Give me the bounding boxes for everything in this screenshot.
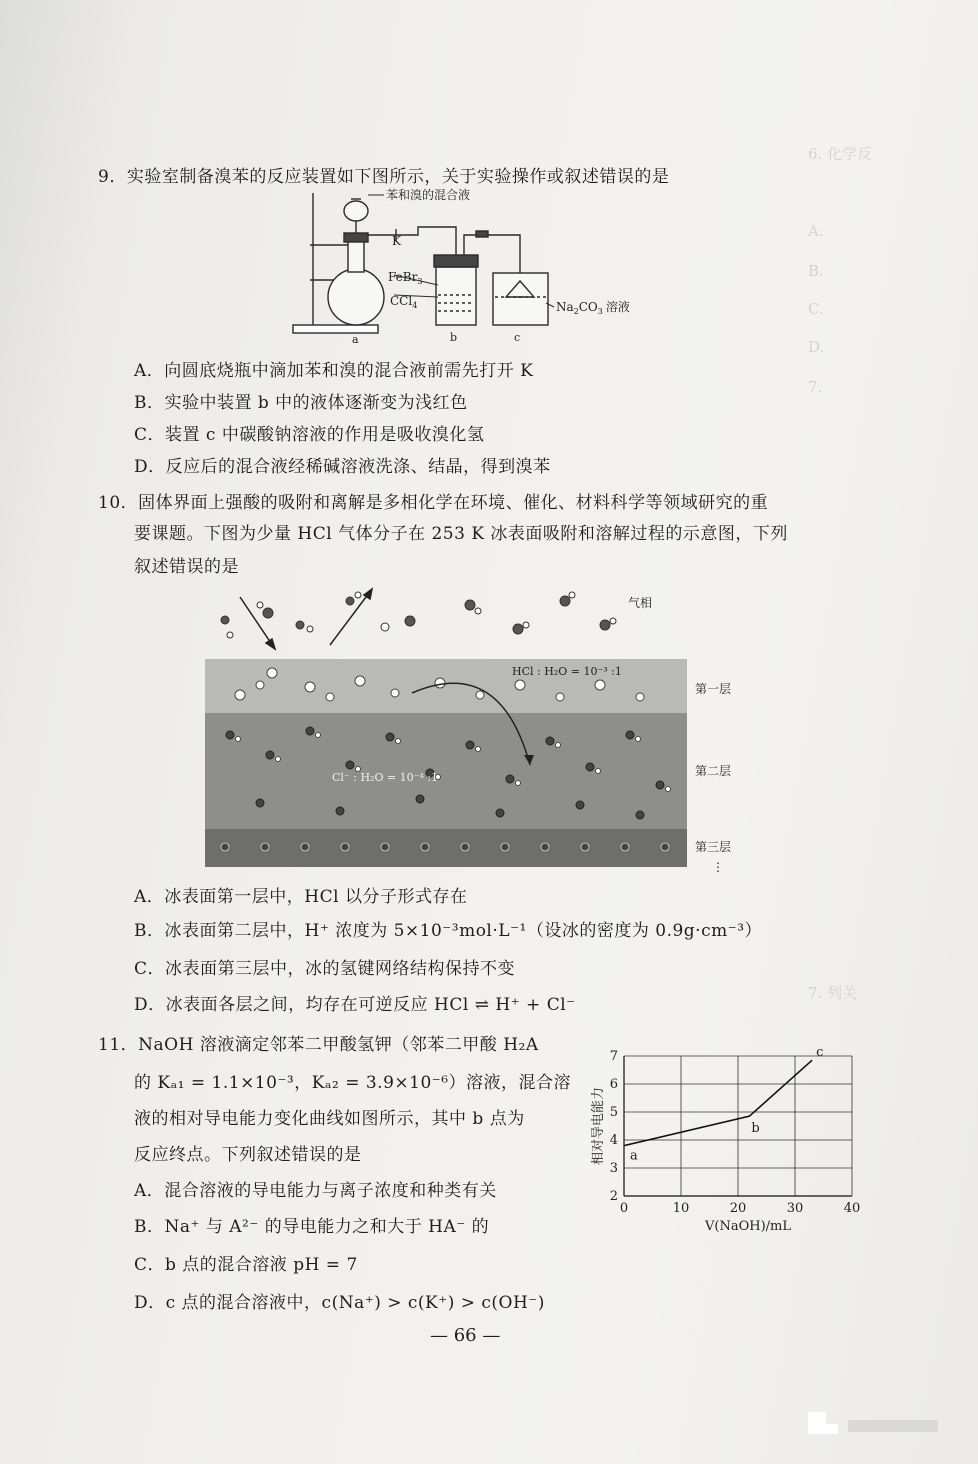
funnel-label: 苯和溴的混合液 — [386, 188, 471, 202]
x-tick-label: 30 — [786, 1201, 804, 1216]
q9-stem: 9．实验室制备溴苯的反应装置如下图所示，关于实验操作或叙述错误的是 — [98, 167, 670, 187]
bleed-through-text: B. — [808, 262, 824, 280]
point-label-c: c — [816, 1045, 824, 1061]
label-c: c — [514, 331, 521, 344]
point-label-b: b — [751, 1121, 760, 1137]
layer2-label: 第二层 — [695, 764, 732, 778]
bleed-through-text: 7. — [808, 378, 823, 396]
label-b: b — [450, 331, 458, 344]
bleed-through-text: C. — [808, 300, 824, 318]
chart-grid — [624, 1056, 852, 1196]
x-tick-label: 0 — [619, 1201, 629, 1216]
q11-stem-line-1: 11．NaOH 溶液滴定邻苯二甲酸氢钾（邻苯二甲酸 H₂A — [98, 1035, 539, 1055]
q9-option-b: B．实验中装置 b 中的液体逐渐变为浅红色 — [134, 393, 468, 413]
q9-option-d: D．反应后的混合液经稀碱溶液洗涤、结晶，得到溴苯 — [134, 457, 551, 477]
conductivity-curve — [624, 1060, 812, 1145]
q11-option-d: D．c 点的混合溶液中，c(Na⁺) > c(K⁺) > c(OH⁻) — [134, 1293, 545, 1313]
chart-series — [624, 1060, 812, 1145]
ratio-label-layer1: HCl : H₂O = 10⁻³ :1 — [512, 665, 622, 678]
page-number: — 66 — — [430, 1325, 501, 1346]
y-tick-label: 7 — [609, 1049, 618, 1064]
y-tick-label: 2 — [609, 1189, 618, 1204]
valve-label: K — [392, 234, 401, 248]
x-tick-label: 10 — [672, 1201, 690, 1216]
q10-option-c: C．冰表面第三层中，冰的氢键网络结构保持不变 — [134, 959, 516, 979]
q9-option-c: C．装置 c 中碳酸钠溶液的作用是吸收溴化氢 — [134, 425, 485, 445]
q9-apparatus-figure — [288, 185, 668, 345]
x-tick-label: 20 — [729, 1201, 747, 1216]
q11-stem-line-2: 的 Kₐ₁ = 1.1×10⁻³，Kₐ₂ = 3.9×10⁻⁶）溶液，混合溶 — [134, 1073, 572, 1093]
conductivity-chart — [588, 1040, 878, 1240]
layer3-label: 第三层 — [695, 840, 732, 854]
solvent-label: CCl$_4$ — [390, 294, 418, 310]
bleed-through-text: D. — [808, 338, 825, 356]
y-tick-label: 6 — [609, 1077, 618, 1092]
bleed-through-text: 7. 列关 — [808, 984, 858, 1002]
y-tick-label: 5 — [609, 1105, 618, 1120]
q10-ice-surface-figure — [200, 585, 760, 880]
q10-stem-line-1: 10．固体界面上强酸的吸附和离解是多相化学在环境、催化、材料科学等领域研究的重 — [98, 493, 769, 513]
q11-stem-line-4: 反应终点。下列叙述错误的是 — [134, 1145, 362, 1165]
watermark-logo — [808, 1412, 948, 1438]
ratio-label-layer2: Cl⁻ : H₂O = 10⁻⁴ :1 — [332, 771, 439, 784]
q10-option-d: D．冰表面各层之间，均存在可逆反应 HCl ⇌ H⁺ + Cl⁻ — [134, 995, 576, 1015]
y-tick-label: 4 — [609, 1133, 618, 1148]
point-label-a: a — [630, 1148, 638, 1164]
x-axis-label: V(NaOH)/mL — [705, 1219, 791, 1234]
bleed-through-text: A. — [808, 222, 824, 240]
q11-stem-line-3: 液的相对导电能力变化曲线如图所示，其中 b 点为 — [134, 1109, 525, 1129]
q9-option-a: A．向圆底烧瓶中滴加苯和溴的混合液前需先打开 K — [134, 361, 534, 381]
catalyst-label: FeBr$_3$ — [388, 270, 423, 286]
q11-option-b: B．Na⁺ 与 A²⁻ 的导电能力之和大于 HA⁻ 的 — [134, 1217, 490, 1237]
q10-option-a: A．冰表面第一层中，HCl 以分子形式存在 — [134, 887, 468, 907]
chart-point-labels — [630, 1045, 823, 1163]
bleed-through-text: 6. 化学反 — [808, 145, 873, 163]
gas-phase-label: 气相 — [628, 596, 653, 610]
q11-option-c: C．b 点的混合溶液 pH = 7 — [134, 1255, 358, 1275]
q10-stem-line-3: 叙述错误的是 — [134, 557, 239, 577]
q10-stem-line-2: 要课题。下图为少量 HCl 气体分子在 253 K 冰表面吸附和溶解过程的示意图，下列 — [134, 524, 788, 544]
q10-option-b: B．冰表面第二层中，H⁺ 浓度为 5×10⁻³mol·L⁻¹（设冰的密度为 0.9g·cm⁻³） — [134, 921, 763, 941]
layer1-label: 第一层 — [695, 682, 732, 696]
layer-continuation-dots: ⋮ — [712, 860, 724, 874]
y-axis-label: 相对导电能力 — [591, 1086, 606, 1166]
q11-option-a: A．混合溶液的导电能力与离子浓度和种类有关 — [134, 1181, 497, 1201]
chart-ticks — [610, 1049, 861, 1216]
solution-label: $Na_2CO_3$ 溶液 — [556, 300, 630, 316]
label-a: a — [352, 333, 359, 345]
y-tick-label: 3 — [609, 1161, 618, 1176]
x-tick-label: 40 — [843, 1201, 861, 1216]
